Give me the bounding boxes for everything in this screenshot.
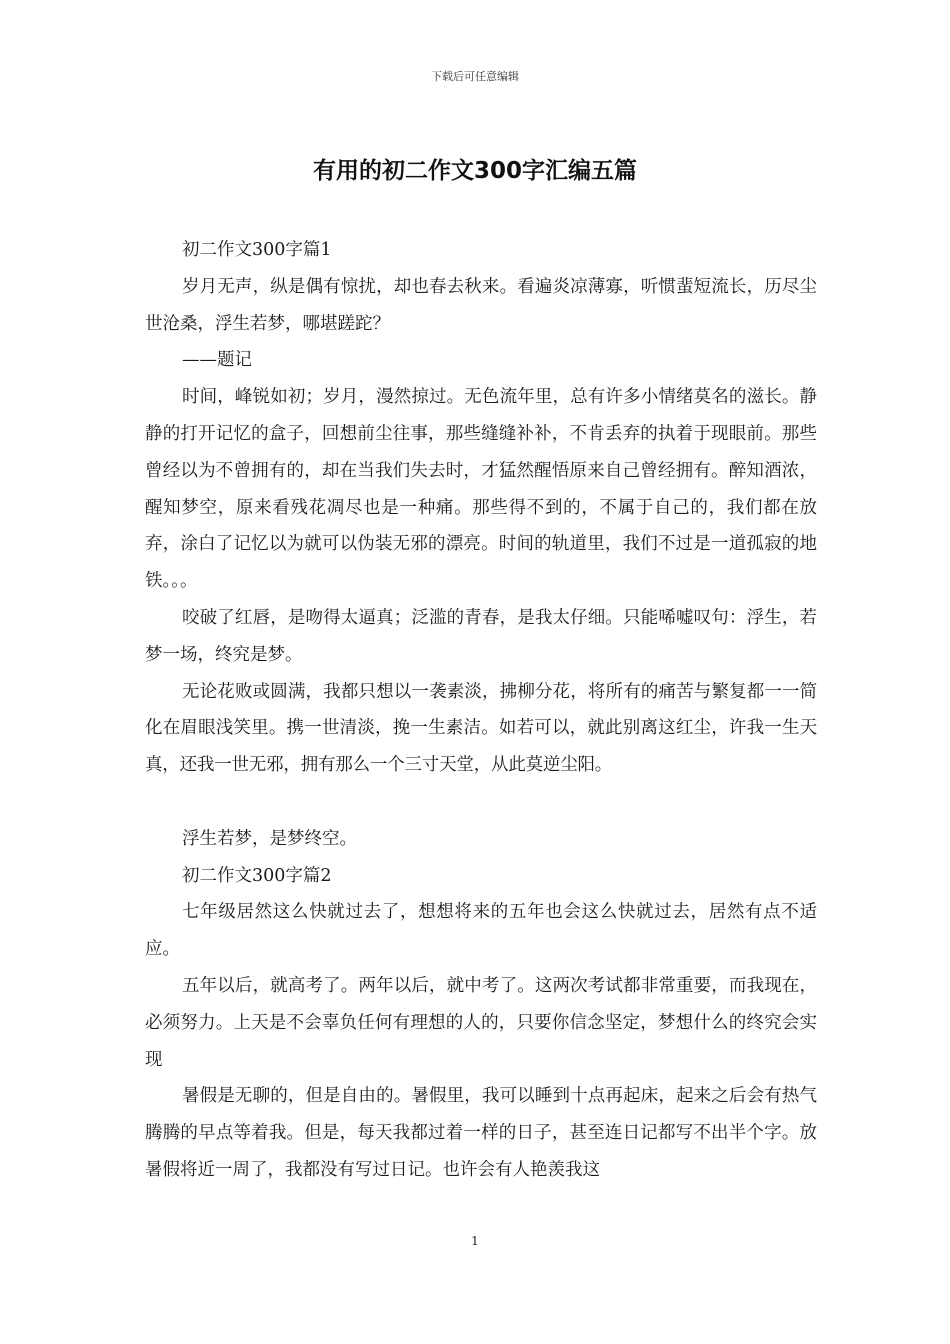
section-heading: 初二作文300字篇2	[182, 865, 332, 886]
page-number: 1	[471, 1234, 479, 1248]
document-body	[145, 232, 817, 1189]
paragraph: 五年以后，就高考了。两年以后，就中考了。这两次考试都非常重要，而我现在，必须努力。上天是不会辜负任何有理想的人的，只要你信念坚定，梦想什么的终究会实现	[145, 975, 817, 1070]
paragraph: 暑假是无聊的，但是自由的。暑假里，我可以睡到十点再起床，起来之后会有热气腾腾的早点等着我。但是，每天我都过着一样的日子，甚至连日记都写不出半个字。放暑假将近一周了，我都没有写过日记。也许会有人艳羡我这	[145, 1086, 817, 1180]
page-header: 下载后可任意编辑	[431, 70, 519, 83]
paragraph: 时间，峰锐如初；岁月，漫然掠过。无色流年里，总有许多小情绪莫名的滋长。静静的打开记忆的盒子，回想前尘往事，那些缝缝补补，不肯丢弃的执着于现眼前。那些曾经以为不曾拥有的，却在当我们失去时，才猛然醒悟原来自己曾经拥有。醉知酒浓，醒知梦空，原来看残花凋尽也是一种痛。那些得不到的，不属于自己的，我们都在放弃，涂白了记忆以为就可以伪装无邪的漂亮。时间的轨道里，我们不过是一道孤寂的地铁。。。	[145, 387, 817, 592]
paragraph: 咬破了红唇，是吻得太逼真；泛滥的青春，是我太仔细。只能唏嘘叹句：浮生，若梦一场，终究是梦。	[145, 607, 817, 665]
paragraph: 无论花败或圆满，我都只想以一袭素淡，拂柳分花，将所有的痛苦与繁复都一一简化在眉眼浅笑里。携一世清淡，挽一生素洁。如若可以，就此别离这红尘，许我一生天真，还我一世无邪，拥有那么一个三寸天堂，从此莫逆尘阳。	[145, 681, 817, 776]
paragraph: 浮生若梦，是梦终空。	[182, 828, 357, 849]
epigraph-attribution: ——题记	[182, 350, 252, 371]
paragraph-spacer	[145, 784, 817, 821]
paragraph: 七年级居然这么快就过去了，想想将来的五年也会这么快就过去，居然有点不适应。	[145, 902, 817, 960]
section-heading: 初二作文300字篇1	[182, 240, 332, 260]
paragraph: 岁月无声，纵是偶有惊扰，却也春去秋来。看遍炎凉薄寡，听惯蜚短流长，历尽尘世沧桑，浮生若梦，哪堪蹉跎？	[145, 276, 817, 334]
document-title: 有用的初二作文300字汇编五篇	[312, 158, 637, 184]
